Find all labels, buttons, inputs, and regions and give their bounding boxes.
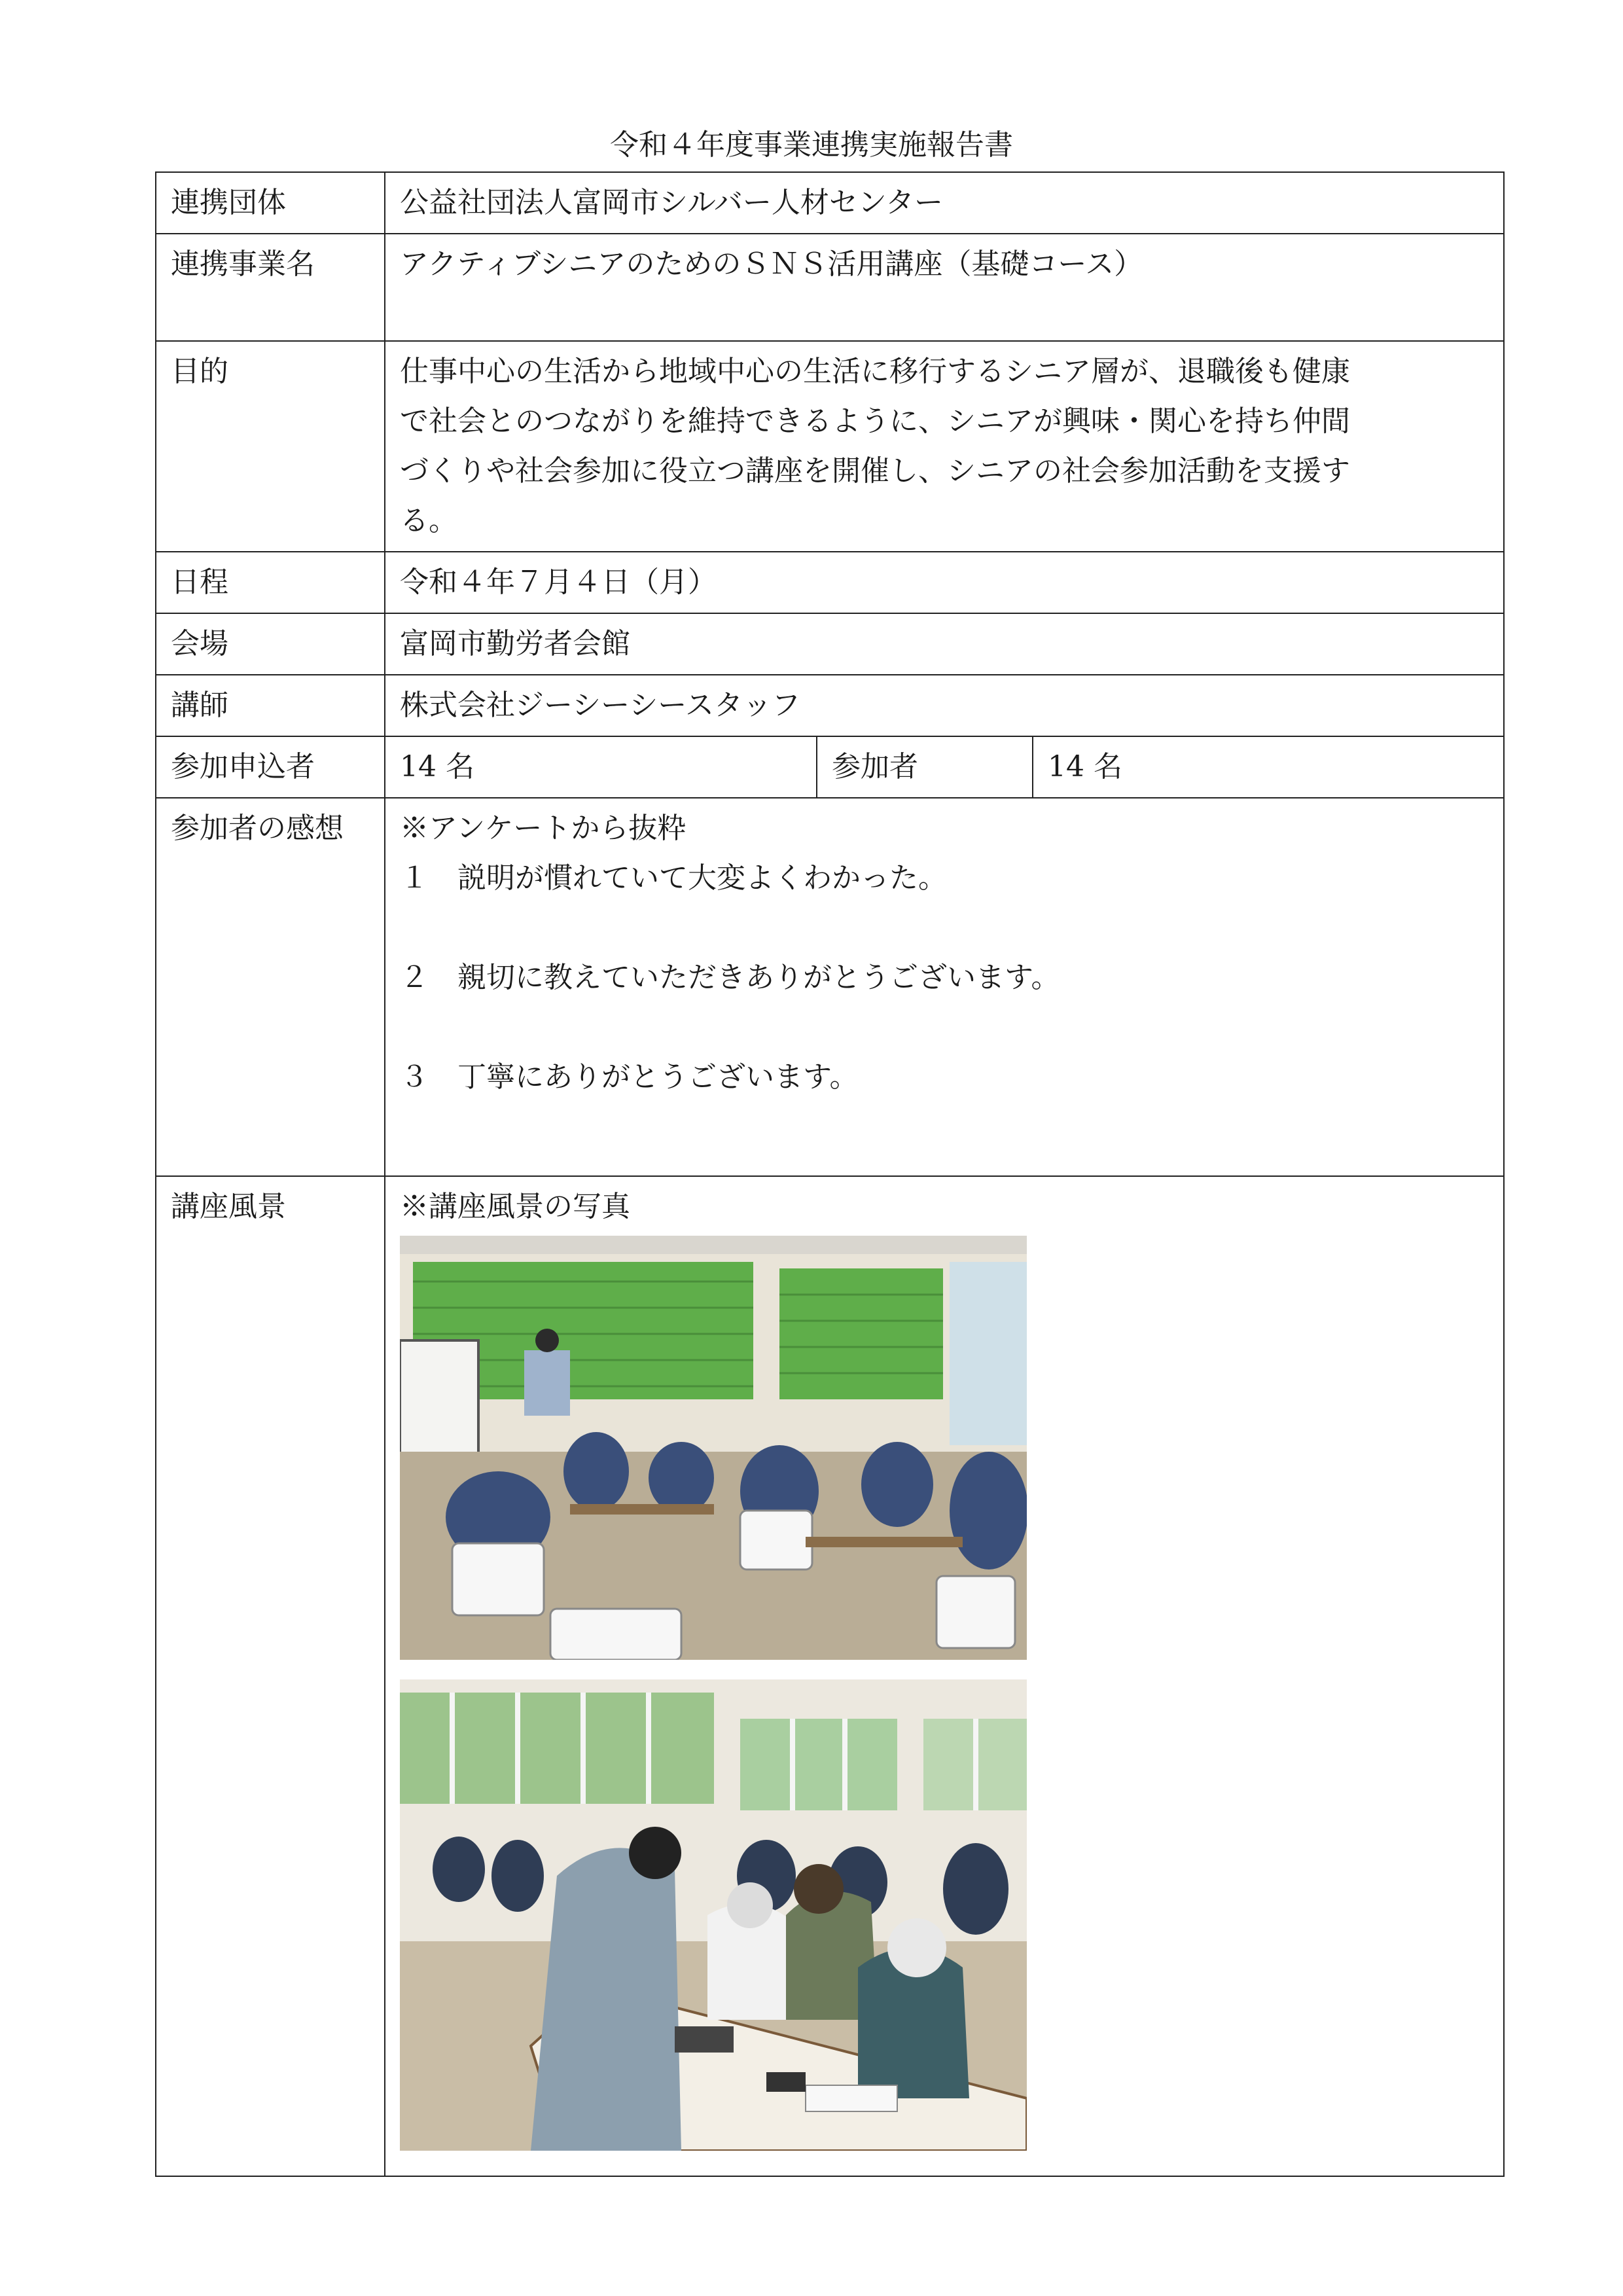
purpose-line: で社会とのつながりを維持できるように、シニアが興味・関心を持ち仲間 xyxy=(400,404,1350,438)
classroom-photo-1 xyxy=(400,1236,1027,1660)
label-venue: 会場 xyxy=(156,613,385,675)
purpose-line: 仕事中心の生活から地域中心の生活に移行するシニア層が、退職後も健康 xyxy=(400,355,1350,388)
impression-item: ３ 丁寧にありがとうございます。 xyxy=(400,1060,859,1094)
value-impressions xyxy=(385,798,1504,1176)
label-attendees: 参加者 xyxy=(817,736,1033,798)
value-organization: 公益社団法人富岡市シルバー人材センター xyxy=(385,172,1504,234)
row-organization xyxy=(156,172,1504,234)
row-purpose xyxy=(156,341,1504,552)
value-date: 令和４年７月４日（月） xyxy=(385,552,1504,613)
value-applicants: 14 名 xyxy=(385,736,817,798)
label-scenes: 講座風景 xyxy=(156,1176,385,2176)
report-table xyxy=(155,171,1505,2177)
row-instructor xyxy=(156,675,1504,736)
label-project: 連携事業名 xyxy=(156,234,385,341)
row-date xyxy=(156,552,1504,613)
impression-item: １ 説明が慣れていて大変よくわかった。 xyxy=(400,861,947,895)
value-venue: 富岡市勤労者会館 xyxy=(385,613,1504,675)
label-impressions: 参加者の感想 xyxy=(156,798,385,1176)
value-purpose xyxy=(385,341,1504,552)
row-scenes xyxy=(156,1176,1504,2176)
label-applicants: 参加申込者 xyxy=(156,736,385,798)
purpose-line: る。 xyxy=(400,504,457,537)
scenes-note: ※講座風景の写真 xyxy=(400,1190,630,1223)
classroom-photo-2 xyxy=(400,1679,1027,2151)
value-attendees: 14 名 xyxy=(1033,736,1504,798)
document-title: 令和４年度事業連携実施報告書 xyxy=(610,128,1013,162)
value-instructor: 株式会社ジーシーシースタッフ xyxy=(385,675,1504,736)
row-participants xyxy=(156,736,1504,798)
value-scenes xyxy=(385,1176,1504,2176)
label-instructor: 講師 xyxy=(156,675,385,736)
row-venue xyxy=(156,613,1504,675)
label-purpose: 目的 xyxy=(156,341,385,552)
impressions-note: ※アンケートから抜粋 xyxy=(400,812,687,845)
value-project: アクティブシニアのためのＳＮＳ活用講座（基礎コース） xyxy=(385,234,1504,341)
row-project xyxy=(156,234,1504,341)
label-organization: 連携団体 xyxy=(156,172,385,234)
purpose-line: づくりや社会参加に役立つ講座を開催し、シニアの社会参加活動を支援す xyxy=(400,454,1350,488)
label-date: 日程 xyxy=(156,552,385,613)
row-impressions xyxy=(156,798,1504,1176)
impression-item: ２ 親切に教えていただきありがとうございます。 xyxy=(400,961,1060,994)
